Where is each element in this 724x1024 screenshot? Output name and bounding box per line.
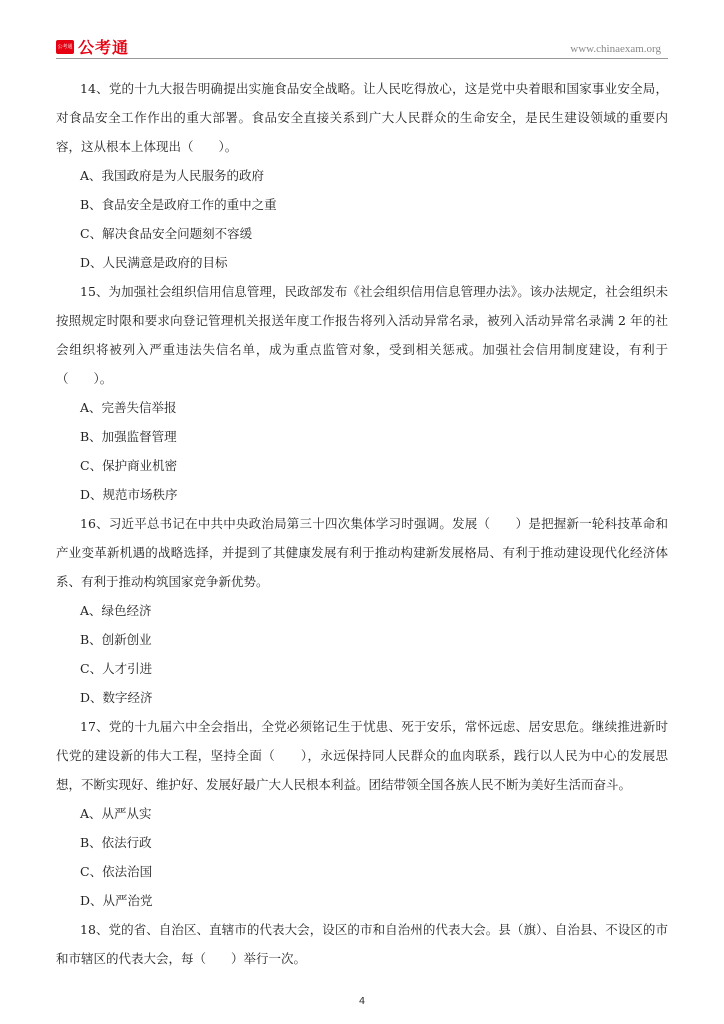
answer-option: C、依法治国 xyxy=(80,864,153,879)
answer-option: B、依法行政 xyxy=(80,835,152,850)
answer-option: B、创新创业 xyxy=(80,632,152,647)
answer-option: A、从严从实 xyxy=(80,806,152,821)
question-stem: 17、党的十九届六中全会指出，全党必须铭记生于忧患、死于安乐，常怀远虑、居安思危。继续推进新时代党的建设新的伟大工程，坚持全面（ ），永远保持同人民群众的血肉联系，践行以人民为中心的发展思想，不断实现好、维护好、发展好最广大人民根本利益。团结带领全国各族人民不断为美好生活而奋斗。 xyxy=(56,719,668,792)
header-divider xyxy=(56,58,668,59)
question-stem: 15、为加强社会组织信用信息管理，民政部发布《社会组织信用信息管理办法》。该办法规定，社会组织未按照规定时限和要求向登记管理机关报送年度工作报告将列入活动异常名录，被列入活动异常名录满 2 年的社会组织将被列入严重违法失信名单，成为重点监管对象，受到相关惩戒。加强社会信用制度建设，有利于（ ）。 xyxy=(56,284,668,386)
logo-badge-icon: 公考通 xyxy=(56,40,74,54)
document-body xyxy=(56,74,668,973)
answer-option: A、我国政府是为人民服务的政府 xyxy=(80,168,265,183)
brand-logo[interactable] xyxy=(56,35,129,58)
answer-option: B、食品安全是政府工作的重中之重 xyxy=(80,197,277,212)
question-stem: 18、党的省、自治区、直辖市的代表大会，设区的市和自治州的代表大会。县（旗）、自治县、不设区的市和市辖区的代表大会，每（ ）举行一次。 xyxy=(56,922,668,966)
question-stem: 16、习近平总书记在中共中央政治局第三十四次集体学习时强调。发展（ ）是把握新一轮科技革命和产业变革新机遇的战略选择，并提到了其健康发展有利于推动构建新发展格局、有利于推动建设现代化经济体系、有利于推动构筑国家竞争新优势。 xyxy=(56,516,668,589)
page-number: 4 xyxy=(358,996,366,1007)
answer-option: A、完善失信举报 xyxy=(80,400,177,415)
answer-option: A、绿色经济 xyxy=(80,603,152,618)
answer-option: D、从严治党 xyxy=(80,893,153,908)
logo-text: 公考通 xyxy=(78,38,130,57)
answer-option: D、人民满意是政府的目标 xyxy=(80,255,228,270)
answer-option: D、数字经济 xyxy=(80,690,153,705)
answer-option: C、人才引进 xyxy=(80,661,153,676)
page-header xyxy=(0,0,724,62)
question-stem: 14、党的十九大报告明确提出实施食品安全战略。让人民吃得放心，这是党中央着眼和国家事业安全局，对食品安全工作作出的重大部署。食品安全直接关系到广大人民群众的生命安全，是民生建设领域的重要内容，这从根本上体现出（ ）。 xyxy=(56,81,668,154)
answer-option: C、解决食品安全问题刻不容缓 xyxy=(80,226,253,241)
answer-option: D、规范市场秩序 xyxy=(80,487,178,502)
answer-option: C、保护商业机密 xyxy=(80,458,178,473)
answer-option: B、加强监督管理 xyxy=(80,429,177,444)
site-url[interactable]: www.chinaexam.org xyxy=(570,43,661,55)
